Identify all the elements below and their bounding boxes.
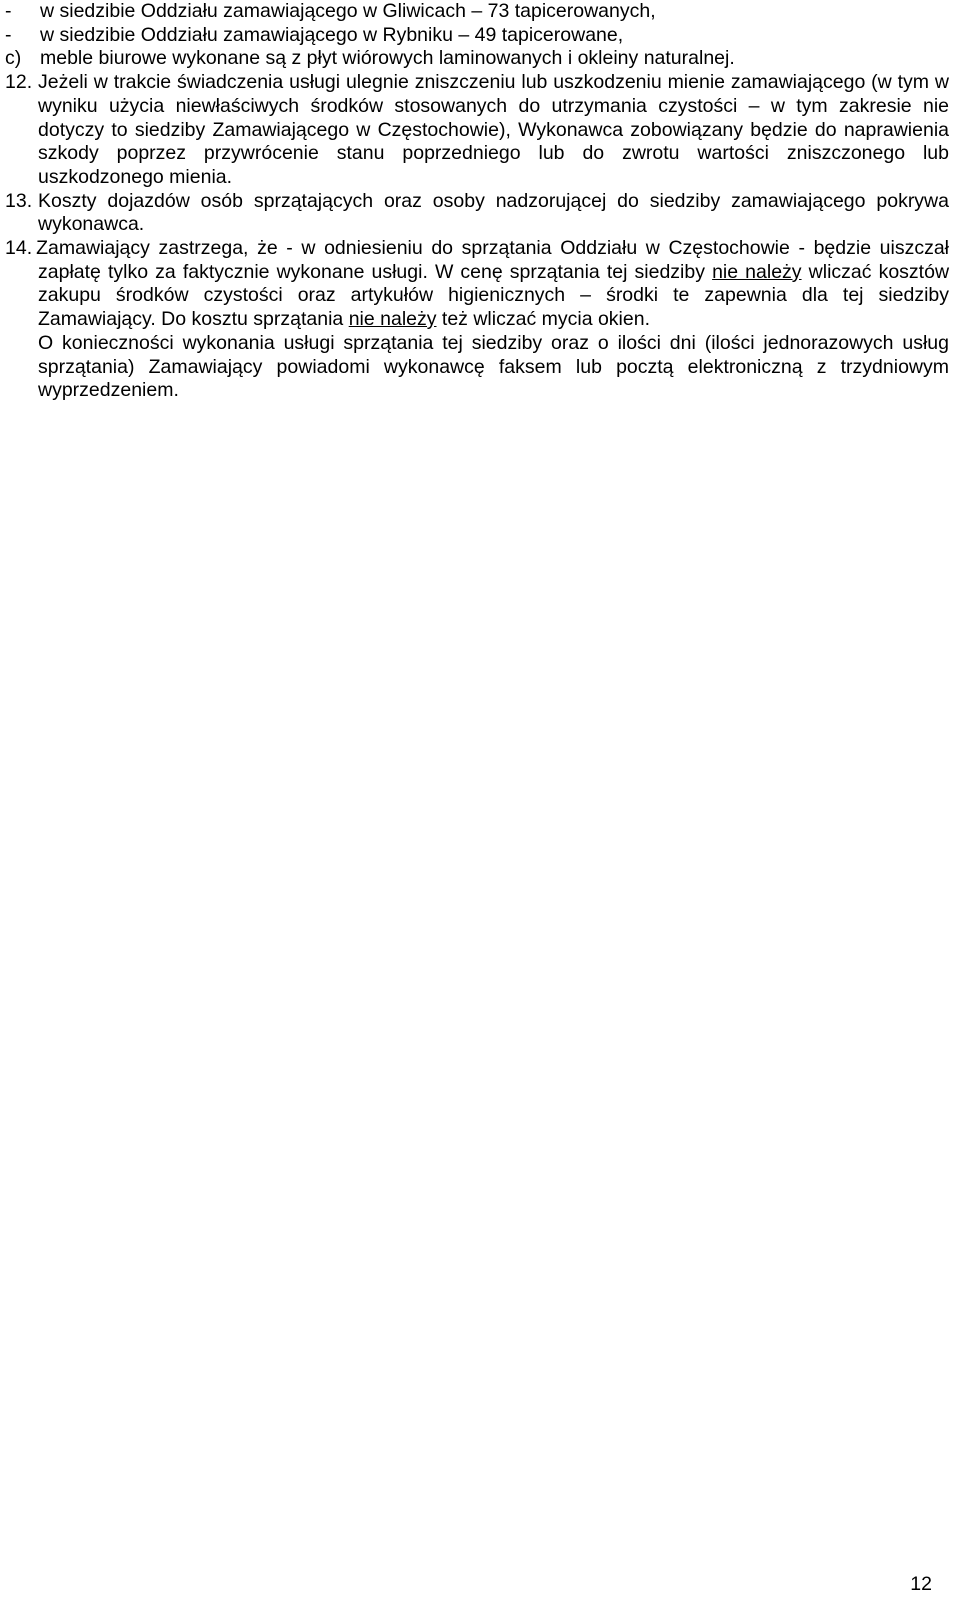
paragraph-14-followup: O konieczności wykonania usługi sprzątania tej siedziby oraz o ilości dni (ilości jednorazowych usług sprzątania) Zamawiający powiadomi wykonawcę faksem lub pocztą elektroniczną z trzydniowym wyprzedzeniem.: [38, 331, 949, 402]
list-item-text: meble biurowe wykonane są z płyt wiórowych laminowanych i okleiny naturalnej.: [40, 47, 735, 70]
list-item: [5, 0, 949, 24]
list-marker: -: [5, 23, 12, 46]
page-number: 12: [910, 1573, 932, 1595]
paragraph-text: też wliczać mycia okien.: [441, 308, 650, 331]
paragraph-number: 13.: [5, 189, 33, 212]
list-item: [5, 47, 949, 71]
paragraph-13: [5, 190, 949, 237]
paragraph-text: Zamawiający zastrzega, że - w odniesieniu do sprzątania Oddziału w Częstochowie - będzie uiszczał zapłatę tylko za faktycznie wykonane usługi. W cenę sprzątania tej siedziby: [36, 237, 949, 283]
paragraph-text: Jeżeli w trakcie świadczenia usługi ulegnie zniszczeniu lub uszkodzeniu mienie zamawiającego (w tym w wyniku użycia niewłaściwych środków stosowanych do utrzymania czystości – w tym zakresie nie dotyczy to siedziby Zamawiającego w Częstochowie), Wykonawca zobowiązany będzie do naprawienia szkody poprzez przywrócenie stanu poprzedniego lub do zwrotu wartości zniszczonego lub uszkodzonego mienia.: [38, 71, 949, 188]
list-item-text: w siedzibie Oddziału zamawiającego w Gliwicach – 73 tapicerowanych,: [40, 0, 656, 22]
paragraph-number: 14.: [5, 237, 33, 260]
paragraph-14: [5, 237, 949, 332]
underlined-phrase: nie należy: [348, 308, 437, 331]
list-marker: -: [5, 0, 12, 22]
list-item-text: w siedzibie Oddziału zamawiającego w Rybniku – 49 tapicerowane,: [40, 23, 624, 46]
paragraph-text: Koszty dojazdów osób sprzątających oraz osoby nadzorującej do siedziby zamawiającego pokrywa wykonawca.: [38, 189, 949, 236]
paragraph-12: [5, 71, 949, 190]
paragraph-number: 12.: [5, 71, 33, 94]
document-body: [5, 0, 949, 403]
underlined-phrase: nie należy: [712, 260, 802, 283]
paragraph-text: wliczać kosztów zakupu środków czystości oraz artykułów higienicznych – środki te zapewnia dla tej siedziby Zamawiający. Do kosztu sprzątania: [38, 260, 950, 331]
list-marker: c): [5, 47, 22, 70]
list-item: [5, 24, 949, 48]
